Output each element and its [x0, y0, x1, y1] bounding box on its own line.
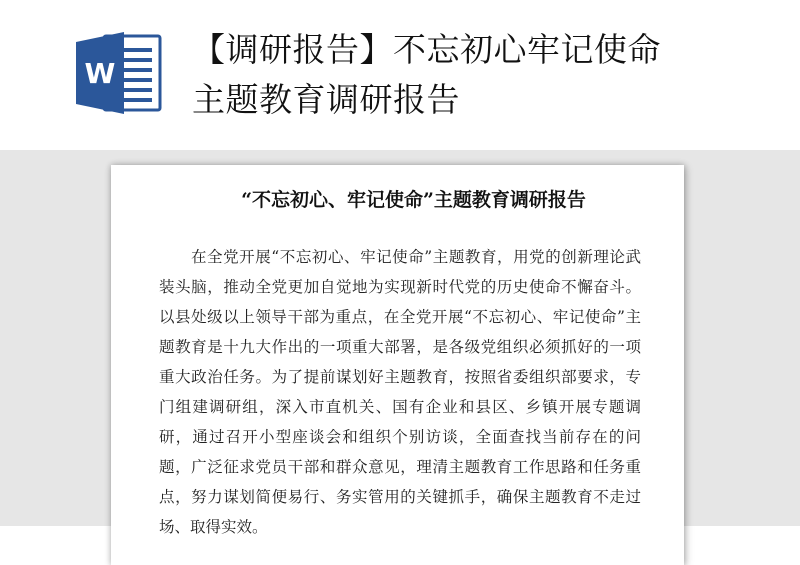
- body-line: 题，广泛征求党员干部和群众意见，理清主题教育工作思路和任务重: [159, 458, 641, 476]
- page-title-line1: 【调研报告】不忘初心牢记使命: [192, 30, 661, 69]
- body-line: 以县处级以上领导干部为重点，在全党开展“不忘初心、牢记使命”主: [159, 308, 641, 326]
- document-page: [111, 165, 684, 565]
- body-line: 题教育是十九大作出的一项重大部署，是各级党组织必须抓好的一项: [159, 338, 641, 356]
- document-title: “不忘初心、牢记使命”主题教育调研报告: [241, 189, 586, 211]
- body-line: 场、取得实效。: [159, 518, 268, 536]
- header: [0, 0, 800, 150]
- word-icon: [74, 30, 164, 116]
- body-line: 重大政治任务。为了提前谋划好主题教育，按照省委组织部要求，专: [159, 368, 641, 386]
- body-line: 研，通过召开小型座谈会和组织个别访谈，全面查找当前存在的问: [159, 428, 641, 446]
- body-line: 门组建调研组，深入市直机关、国有企业和县区、乡镇开展专题调: [159, 398, 641, 416]
- body-line: 装头脑，推动全党更加自觉地为实现新时代党的历史使命不懈奋斗。: [159, 278, 641, 296]
- body-line: 点，努力谋划简便易行、务实管用的关键抓手，确保主题教育不走过: [159, 488, 641, 506]
- page-title-line2: 主题教育调研报告: [192, 80, 460, 119]
- word-icon-letter: W: [84, 57, 116, 90]
- body-line: 在全党开展“不忘初心、牢记使命”主题教育，用党的创新理论武: [191, 248, 641, 266]
